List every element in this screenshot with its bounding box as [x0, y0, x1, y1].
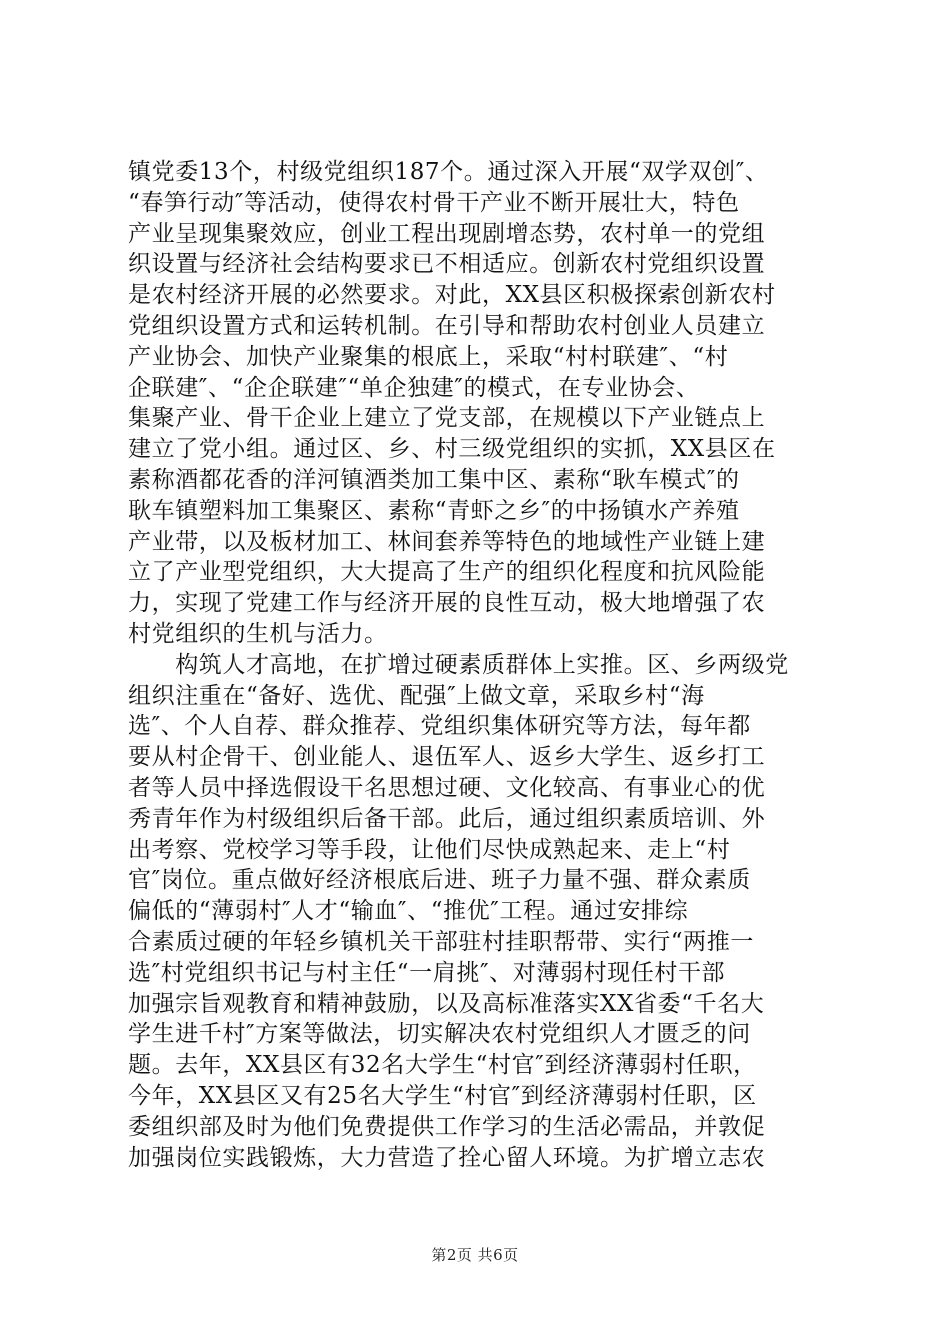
text-line: 构筑人才高地，在扩增过硬素质群体上实推。区、乡两级党 [128, 651, 789, 678]
text-line: 今年，XX县区又有25名大学生“村官″到经济薄弱村任职，区 [128, 1082, 757, 1109]
text-line: 选″村党组织书记与村主任“一肩挑″、对薄弱村现任村干部 [128, 959, 726, 986]
text-line: 织设置与经济社会结构要求已不相适应。创新农村党组织设置 [128, 251, 766, 278]
text-line: 学生进千村″方案等做法，切实解决农村党组织人才匮乏的问 [128, 1021, 751, 1048]
text-line: 产业带，以及板材加工、林间套养等特色的地域性产业链上建 [128, 528, 766, 555]
text-line: 组织注重在“备好、选优、配强″上做文章，采取乡村“海 [128, 682, 705, 709]
text-line: 选″、个人自荐、群众推荐、党组织集体研究等方法，每年都 [128, 713, 751, 740]
text-line: 是农村经济开展的必然要求。对此，XX县区积极探索创新农村 [128, 282, 776, 309]
text-line: 官″岗位。重点做好经济根底后进、班子力量不强、群众素质 [128, 867, 751, 894]
text-line: “春笋行动″等活动，使得农村骨干产业不断开展壮大，特色 [128, 189, 740, 216]
text-line: 秀青年作为村级组织后备干部。此后，通过组织素质培训、外 [128, 805, 766, 832]
text-line: 委组织部及时为他们免费提供工作学习的生活必需品，并敦促 [128, 1113, 766, 1140]
text-line: 镇党委13个，村级党组织187个。通过深入开展“双学双创″、 [128, 159, 769, 185]
text-line: 题。去年，XX县区有32名大学生“村官″到经济薄弱村任职， [128, 1052, 757, 1079]
text-line: 党组织设置方式和运转机制。在引导和帮助农村创业人员建立 [128, 312, 766, 339]
text-line: 力，实现了党建工作与经济开展的良性互动，极大地增强了农 [128, 590, 766, 617]
text-line: 加强岗位实践锻炼，大力营造了拴心留人环境。为扩增立志农 [128, 1144, 766, 1171]
text-line: 耿车镇塑料加工集聚区、素称“青虾之乡″的中扬镇水产养殖 [128, 497, 740, 524]
text-line: 产业协会、加快产业聚集的根底上，采取“村村联建″、“村 [128, 343, 729, 370]
page-number-footer: 第2页 共6页 [431, 1246, 519, 1264]
text-line: 合素质过硬的年轻乡镇机关干部驻村挂职帮带、实行“两推一 [128, 928, 754, 955]
text-line: 加强宗旨观教育和精神鼓励，以及高标准落实XX省委“千名大 [128, 990, 765, 1017]
text-line: 要从村企骨干、创业能人、退伍军人、返乡大学生、返乡打工 [128, 744, 766, 771]
text-line: 产业呈现集聚效应，创业工程出现剧增态势，农村单一的党组 [128, 220, 766, 247]
text-line: 者等人员中择选假设干名思想过硬、文化较高、有事业心的优 [128, 774, 766, 801]
text-line: 素称酒都花香的洋河镇酒类加工集中区、素称“耿车模式″的 [128, 466, 740, 493]
body-text [128, 157, 848, 1173]
text-line: 企联建″、“企企联建″“单企独建″的模式，在专业协会、 [128, 374, 700, 401]
text-line: 村党组织的生机与活力。 [128, 620, 388, 647]
text-line: 集聚产业、骨干企业上建立了党支部，在规模以下产业链点上 [128, 405, 766, 432]
text-line: 偏低的“薄弱村″人才“输血″、“推优″工程。通过安排综 [128, 898, 689, 925]
text-line: 建立了党小组。通过区、乡、村三级党组织的实抓，XX县区在 [128, 436, 776, 463]
text-line: 立了产业型党组织，大大提高了生产的组织化程度和抗风险能 [128, 559, 766, 586]
text-line: 出考察、党校学习等手段，让他们尽快成熟起来、走上“村 [128, 836, 731, 863]
